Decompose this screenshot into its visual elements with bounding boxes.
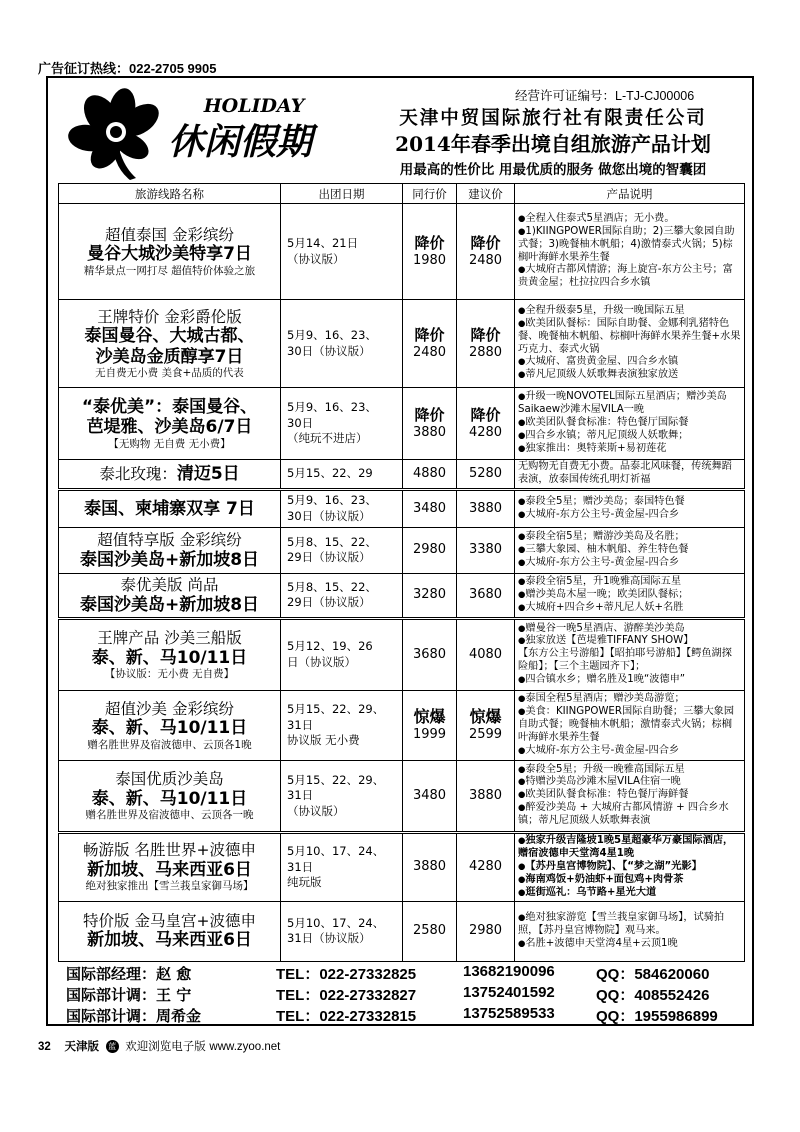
route-note: 【协议版：无小费 无自费】 bbox=[104, 668, 235, 681]
departure-dates: 5月9、16、23、 30日 （纯玩不进店） bbox=[281, 388, 403, 460]
description-line: ● 独家升级吉隆坡1晚5星超豪华万豪国际酒店，赠宿波德申天堂湾4星1晚 bbox=[518, 835, 741, 861]
departure-dates: 5月8、15、22、 29日（协议版） bbox=[281, 573, 403, 618]
suggest-price: 2599 bbox=[468, 727, 503, 743]
suggest-price: 3880 bbox=[468, 787, 503, 803]
page-number: 32 bbox=[38, 1041, 51, 1053]
product-rows bbox=[59, 204, 745, 962]
route-cell bbox=[59, 573, 281, 618]
suggest-price: 3880 bbox=[468, 500, 503, 516]
peer-price-cell bbox=[403, 832, 457, 901]
route-note: 赠名胜世界及宿波德申、云顶各一晚 bbox=[85, 809, 254, 822]
description-line: ● 全程升级泰5星，升级一晚国际五星 bbox=[518, 305, 741, 318]
departure-dates: 5月14、21日 （协议版） bbox=[281, 204, 403, 300]
product-description bbox=[515, 573, 745, 618]
peer-price: 3280 bbox=[412, 587, 447, 603]
departure-dates: 5月10、17、24、 31日 纯玩版 bbox=[281, 832, 403, 901]
col-date: 出团日期 bbox=[281, 184, 403, 204]
route-cell bbox=[59, 760, 281, 832]
product-table bbox=[58, 183, 745, 962]
contact-mobile: 13752401592 bbox=[463, 984, 555, 1001]
table-row bbox=[59, 460, 745, 490]
route-subtitle: 泰国优质沙美岛 bbox=[115, 770, 224, 789]
description-line: ● 绝对独家游览【雪兰莪皇家御马场】，试骑拍照，【苏丹皇宫博物院】观马来。 bbox=[518, 912, 741, 938]
contact-title: 国际部经理：赵 愈 bbox=[66, 965, 192, 983]
contact-tel: TEL：022-27332827 bbox=[276, 987, 417, 1004]
description-line: ● 四合镇水乡；赠名胜及1晚“波德申” bbox=[518, 674, 741, 687]
route-title: 新加坡、马来西亚6日 bbox=[87, 930, 252, 951]
edition-badge-icon: 蓝 bbox=[106, 1040, 119, 1053]
route-cell bbox=[59, 832, 281, 901]
price-tag: 降价 bbox=[470, 234, 501, 252]
suggest-price: 3680 bbox=[468, 587, 503, 603]
contact-block bbox=[66, 963, 746, 1026]
suggest-price-cell bbox=[457, 573, 515, 618]
col-route: 旅游线路名称 bbox=[59, 184, 281, 204]
peer-price: 4880 bbox=[412, 465, 447, 481]
table-row bbox=[59, 573, 745, 618]
suggest-price-cell bbox=[457, 832, 515, 901]
description-line: ● 赠曼谷一晚5星酒店、游醉美沙美岛 bbox=[518, 623, 741, 636]
plan-title: 2014年春季出境自组旅游产品计划 bbox=[395, 132, 711, 156]
route-cell bbox=[59, 300, 281, 388]
peer-price: 1980 bbox=[412, 252, 447, 268]
description-line: ● 蒂凡尼顶级人妖歌舞表演独家放送 bbox=[518, 369, 741, 382]
product-description bbox=[515, 460, 745, 490]
route-subtitle: 王牌产品 沙美三船版 bbox=[97, 629, 242, 648]
product-description bbox=[515, 300, 745, 388]
ad-hotline: 广告征订热线：022-2705 9905 bbox=[38, 61, 217, 76]
peer-price: 3480 bbox=[412, 787, 447, 803]
peer-price-cell bbox=[403, 618, 457, 690]
contact-tel: TEL：022-27332825 bbox=[276, 966, 417, 983]
contact-qq: QQ：1955986899 bbox=[596, 1008, 718, 1025]
route-title: 泰、新、马10/11日 bbox=[91, 647, 248, 668]
product-description bbox=[515, 388, 745, 460]
footer-text: 欢迎浏览电子版 bbox=[125, 1039, 206, 1053]
logo-latin: HOLIDAY bbox=[203, 95, 305, 117]
suggest-price-cell bbox=[457, 618, 515, 690]
route-cell bbox=[59, 489, 281, 527]
suggest-price: 4280 bbox=[468, 859, 503, 875]
peer-price: 2580 bbox=[412, 923, 447, 939]
description-line: ● 美食：KIINGPOWER国际自助餐；三攀大象园自助式餐；晚餐柚木帆船；激情泰式火锅；棕榈叶海鲜水果养生餐 bbox=[518, 706, 741, 745]
description-line: ● 欧美团队餐食标准：特色餐厅国际餐 bbox=[518, 417, 741, 430]
description-line: ● 欧美团队餐食标准：特色餐厅海鲜餐 bbox=[518, 789, 741, 802]
route-subtitle: 泰优美版 尚品 bbox=[120, 575, 219, 594]
description-line: ● 欧美团队餐标：国际自助餐、金娜利乳猪特色餐、晚餐柚木帆船、棕榈叶海鲜水果养生餐+水果巧克力、泰式火锅 bbox=[518, 318, 741, 357]
contact-qq: QQ：584620060 bbox=[596, 966, 710, 983]
description-line: ● 泰段全宿5星；赠游沙美岛及名胜； bbox=[518, 531, 741, 544]
product-description bbox=[515, 618, 745, 690]
description-line: ● 赠沙美岛木屋一晚；欧美团队餐标； bbox=[518, 589, 741, 602]
description-line: ● 大城府-东方公主号-黄金屋-四合乡 bbox=[518, 557, 741, 570]
departure-dates: 5月9、16、23、 30日（协议版） bbox=[281, 300, 403, 388]
route-cell bbox=[59, 460, 281, 490]
description-line: ● 名胜+波德申天堂湾4星+云顶1晚 bbox=[518, 938, 741, 951]
suggest-price: 4080 bbox=[468, 646, 503, 662]
peer-price-cell bbox=[403, 690, 457, 760]
suggest-price: 5280 bbox=[468, 465, 503, 481]
suggest-price-cell bbox=[457, 388, 515, 460]
table-row bbox=[59, 204, 745, 300]
description-line: ● 四合乡水镇；蒂凡尼顶级人妖歌舞； bbox=[518, 430, 741, 443]
suggest-price: 2480 bbox=[468, 252, 503, 268]
suggest-price: 3380 bbox=[468, 542, 503, 558]
price-tag: 惊爆 bbox=[413, 707, 446, 727]
peer-price: 2980 bbox=[412, 542, 447, 558]
suggest-price: 2880 bbox=[468, 344, 503, 360]
table-row bbox=[59, 527, 745, 573]
page-footer bbox=[38, 1038, 280, 1054]
route-title: 清迈5日 bbox=[176, 463, 240, 484]
suggest-price-cell bbox=[457, 760, 515, 832]
contact-mobile: 13752589533 bbox=[463, 1005, 555, 1022]
route-title: 泰国曼谷、大城古都、 bbox=[84, 326, 255, 347]
route-cell bbox=[59, 527, 281, 573]
peer-price-cell bbox=[403, 573, 457, 618]
peer-price-cell bbox=[403, 760, 457, 832]
route-subtitle: 超值泰国 金彩缤纷 bbox=[105, 225, 234, 244]
col-peer-price: 同行价 bbox=[403, 184, 457, 204]
route-title: 沙美岛金质醇享7日 bbox=[95, 346, 244, 367]
price-tag: 惊爆 bbox=[469, 707, 502, 727]
description-line: ● 大城府、富贵黄金屋、四合乡水镇 bbox=[518, 356, 741, 369]
company-name: 天津中贸国际旅行社有限责任公司 bbox=[399, 108, 707, 129]
table-row bbox=[59, 489, 745, 527]
route-title: 泰国沙美岛+新加坡8日 bbox=[79, 594, 260, 615]
peer-price: 3880 bbox=[412, 859, 447, 875]
suggest-price-cell bbox=[457, 489, 515, 527]
contact-tel: TEL：022-27332815 bbox=[276, 1008, 417, 1025]
footer-url[interactable]: www.zyoo.net bbox=[209, 1041, 281, 1053]
route-note: 无自费无小费 美食+品质的代表 bbox=[95, 366, 244, 379]
route-subtitle: 超值特享版 金彩缤纷 bbox=[97, 530, 242, 549]
peer-price: 3880 bbox=[412, 424, 447, 440]
contact-title: 国际部计调：周希金 bbox=[66, 1007, 202, 1025]
description-line: ● 大城府-东方公主号-黄金屋-四合乡 bbox=[518, 745, 741, 758]
route-subtitle: 王牌特价 金彩爵伦版 bbox=[97, 307, 242, 326]
route-title: 泰国、柬埔寨双享 7日 bbox=[84, 498, 255, 519]
route-subtitle: 超值沙美 金彩缤纷 bbox=[105, 699, 234, 718]
contact-row bbox=[66, 984, 746, 1005]
route-cell bbox=[59, 690, 281, 760]
departure-dates: 5月12、19、26 日（协议版） bbox=[281, 618, 403, 690]
description-line: ● 泰段全5星；赠沙美岛；泰国特色餐 bbox=[518, 496, 741, 509]
price-tag: 降价 bbox=[414, 326, 445, 344]
product-description bbox=[515, 527, 745, 573]
route-subtitle: 特价版 金马皇宫+波德申 bbox=[83, 911, 256, 930]
table-row bbox=[59, 690, 745, 760]
description-line: ● 大城府+四合乡+蒂凡尼人妖+名胜 bbox=[518, 602, 741, 615]
description-line: 【东方公主号游船】【昭拍耶号游船】【鳄鱼湖探险船】；【三个主题园齐下】； bbox=[518, 648, 732, 673]
product-description bbox=[515, 832, 745, 901]
description-line: ● 逛街巡礼：乌节路+星光大道 bbox=[518, 887, 741, 900]
description-line: ● 独家放送【芭堤雅TIFFANY SHOW】 bbox=[518, 635, 741, 648]
table-row bbox=[59, 300, 745, 388]
price-tag: 降价 bbox=[470, 406, 501, 424]
peer-price-cell bbox=[403, 527, 457, 573]
departure-dates: 5月10、17、24、 31日（协议版） bbox=[281, 901, 403, 961]
description-line: ● 大城府-东方公主号-黄金屋-四合乡 bbox=[518, 509, 741, 522]
description-line: ● 特赠沙美岛沙滩木屋VILA住宿一晚 bbox=[518, 776, 741, 789]
peer-price: 2480 bbox=[412, 344, 447, 360]
holiday-logo bbox=[62, 86, 352, 182]
peer-price-cell bbox=[403, 489, 457, 527]
description-line: ● 大城府古都风情游；海上旋宫-东方公主号；富贵黄金屋；杜拉拉四合乡水镇 bbox=[518, 264, 741, 290]
col-description: 产品说明 bbox=[515, 184, 745, 204]
route-note: 赠名胜世界及宿波德申、云顶各1晚 bbox=[87, 738, 252, 751]
suggest-price-cell bbox=[457, 204, 515, 300]
product-description bbox=[515, 901, 745, 961]
route-title: 泰国沙美岛+新加坡8日 bbox=[79, 549, 260, 570]
logo-cn: 休闲假期 bbox=[167, 122, 313, 163]
table-row bbox=[59, 901, 745, 961]
contact-qq: QQ：408552426 bbox=[596, 987, 710, 1004]
departure-dates: 5月15、22、29 bbox=[281, 460, 403, 490]
suggest-price: 2980 bbox=[468, 923, 503, 939]
route-cell bbox=[59, 204, 281, 300]
description-line: ● 泰国全程5星酒店；赠沙美岛游览； bbox=[518, 693, 741, 706]
route-title: 泰、新、马10/11日 bbox=[91, 788, 248, 809]
suggest-price-cell bbox=[457, 690, 515, 760]
peer-price-cell bbox=[403, 204, 457, 300]
price-tag: 降价 bbox=[414, 406, 445, 424]
table-header bbox=[59, 184, 745, 204]
table-row bbox=[59, 760, 745, 832]
route-title: 芭堤雅、沙美岛6/7日 bbox=[86, 417, 253, 438]
departure-dates: 5月8、15、22、 29日（协议版） bbox=[281, 527, 403, 573]
peer-price-cell bbox=[403, 460, 457, 490]
product-description bbox=[515, 690, 745, 760]
description-line: ● 醉爱沙美岛 + 大城府古都风情游 + 四合乡水镇；蒂凡尼顶级人妖歌舞表演 bbox=[518, 802, 741, 828]
route-subtitle: 泰北玫瑰： bbox=[99, 464, 177, 483]
route-subtitle: 畅游版 名胜世界+波德申 bbox=[83, 841, 256, 860]
peer-price-cell bbox=[403, 901, 457, 961]
peer-price-cell bbox=[403, 388, 457, 460]
description-line: ● 泰段全宿5星，升1晚雅高国际五星 bbox=[518, 576, 741, 589]
description-line: ● 升级一晚NOVOTEL国际五星酒店；赠沙美岛Saikaew沙滩木屋VILA一晚 bbox=[518, 391, 741, 417]
route-title: “泰优美”：泰国曼谷、 bbox=[81, 396, 258, 417]
description-line: ● 全程入住泰式5星酒店；无小费。 bbox=[518, 213, 741, 226]
table-row bbox=[59, 388, 745, 460]
flower-logo-icon bbox=[62, 86, 352, 182]
table-row bbox=[59, 832, 745, 901]
product-description bbox=[515, 204, 745, 300]
description-line: ● 海南鸡饭+奶油虾+面包鸡+肉骨茶 bbox=[518, 874, 741, 887]
product-description bbox=[515, 489, 745, 527]
price-tag: 降价 bbox=[414, 234, 445, 252]
departure-dates: 5月15、22、29、 31日 协议版 无小费 bbox=[281, 690, 403, 760]
peer-price: 1999 bbox=[412, 727, 447, 743]
col-suggest-price: 建议价 bbox=[457, 184, 515, 204]
departure-dates: 5月9、16、23、 30日（协议版） bbox=[281, 489, 403, 527]
peer-price: 3680 bbox=[412, 646, 447, 662]
route-note: 绝对独家推出【雪兰莪皇家御马场】 bbox=[85, 880, 254, 893]
suggest-price-cell bbox=[457, 901, 515, 961]
departure-dates: 5月15、22、29、 31日 （协议版） bbox=[281, 760, 403, 832]
route-title: 曼谷大城沙美特享7日 bbox=[87, 244, 252, 265]
contact-row bbox=[66, 1005, 746, 1026]
suggest-price-cell bbox=[457, 300, 515, 388]
route-cell bbox=[59, 388, 281, 460]
suggest-price-cell bbox=[457, 460, 515, 490]
peer-price: 3480 bbox=[412, 500, 447, 516]
description-line: ● 独家推出：奥特莱斯+易初莲花 bbox=[518, 443, 741, 456]
edition-label: 天津版 bbox=[64, 1039, 99, 1053]
suggest-price: 4280 bbox=[468, 424, 503, 440]
suggest-price-cell bbox=[457, 527, 515, 573]
route-note: 【无购物 无自费 无小费】 bbox=[108, 437, 231, 450]
table-row bbox=[59, 618, 745, 690]
description-line: 无购物无自费无小费。品泰北风味餐，传统舞蹈表演，放泰国传统孔明灯祈福 bbox=[518, 461, 732, 485]
route-cell bbox=[59, 901, 281, 961]
route-title: 新加坡、马来西亚6日 bbox=[87, 860, 252, 881]
license-number: 经营许可证编号：L-TJ-CJ00006 bbox=[515, 89, 695, 103]
route-cell bbox=[59, 618, 281, 690]
product-description bbox=[515, 760, 745, 832]
route-note: 精华景点一网打尽 超值特价体验之旅 bbox=[83, 264, 256, 277]
contact-mobile: 13682190096 bbox=[463, 963, 555, 980]
peer-price-cell bbox=[403, 300, 457, 388]
description-line: ● 三攀大象园、柚木帆船、养生特色餐 bbox=[518, 544, 741, 557]
price-tag: 降价 bbox=[470, 326, 501, 344]
route-title: 泰、新、马10/11日 bbox=[91, 718, 248, 739]
contact-row bbox=[66, 963, 746, 984]
slogan: 用最高的性价比 用最优质的服务 做您出境的智囊团 bbox=[399, 162, 707, 178]
description-line: ● 泰段全5星；升级一晚雅高国际五星 bbox=[518, 764, 741, 777]
description-line: ● 【苏丹皇宫博物院】、【“梦之湖”光影】 bbox=[518, 861, 741, 874]
description-line: ● 1)KIINGPOWER国际自助；2)三攀大象园自助式餐；3)晚餐柚木帆船；4)激情泰式火锅；5)棕榈叶海鲜水果养生餐 bbox=[518, 226, 741, 265]
contact-title: 国际部计调：王 宁 bbox=[66, 986, 192, 1004]
